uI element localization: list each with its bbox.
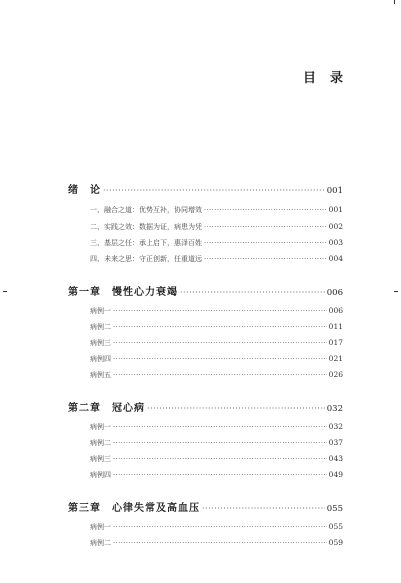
chapter-page-number: 006 <box>326 288 343 298</box>
item-page-number: 037 <box>328 438 343 447</box>
item-label: 病例五 <box>90 371 111 379</box>
toc-item[interactable] <box>90 238 343 248</box>
item-label: 病例四 <box>90 355 111 363</box>
toc-item[interactable] <box>90 205 343 215</box>
toc-title-char: 录 <box>329 71 343 86</box>
item-page-number: 003 <box>328 238 343 247</box>
chapter-label: 第三章 心律失常及高血压 <box>68 503 200 514</box>
item-label: 病例二 <box>90 539 111 547</box>
section-label: 绪 论 <box>68 185 101 196</box>
toc-item[interactable] <box>90 470 343 480</box>
item-page-number: 017 <box>328 338 343 347</box>
section-page-number: 001 <box>326 186 343 196</box>
item-page-number: 055 <box>328 522 343 531</box>
dot-leader <box>113 523 327 531</box>
toc-item[interactable] <box>90 322 343 332</box>
toc-item[interactable] <box>90 422 343 432</box>
crop-mark-right <box>394 291 398 292</box>
chapter-label: 第一章 慢性心力衰竭 <box>68 287 178 298</box>
item-page-number: 002 <box>328 222 343 231</box>
dot-leader <box>147 404 325 413</box>
item-label: 病例四 <box>90 471 111 479</box>
toc-item[interactable] <box>90 254 343 264</box>
toc-title <box>303 67 343 86</box>
dot-leader <box>204 206 327 214</box>
dot-leader <box>204 255 327 263</box>
dot-leader <box>113 339 327 347</box>
toc-chapter-1[interactable] <box>68 283 343 298</box>
item-label: 病例一 <box>90 307 111 315</box>
dot-leader <box>113 323 327 331</box>
toc-chapter-2[interactable] <box>68 399 343 414</box>
toc-title-char: 目 <box>302 71 330 86</box>
item-label: 二、实践之效：数据为证，病患为凭 <box>90 223 202 231</box>
item-page-number: 011 <box>328 322 343 331</box>
toc-item[interactable] <box>90 454 343 464</box>
dot-leader <box>113 371 327 379</box>
item-page-number: 001 <box>328 205 343 214</box>
toc-item[interactable] <box>90 306 343 316</box>
toc-item[interactable] <box>90 354 343 364</box>
dot-leader <box>204 239 327 247</box>
dot-leader <box>113 423 327 431</box>
dot-leader <box>113 307 327 315</box>
item-page-number: 021 <box>328 354 343 363</box>
dot-leader <box>180 288 325 297</box>
toc-item[interactable] <box>90 338 343 348</box>
item-page-number: 059 <box>328 538 343 547</box>
chapter-label: 第二章 冠心病 <box>68 403 145 414</box>
item-label: 病例三 <box>90 339 111 347</box>
dot-leader <box>103 186 325 195</box>
item-label: 病例一 <box>90 423 111 431</box>
dot-leader <box>113 471 327 479</box>
item-page-number: 026 <box>328 370 343 379</box>
dot-leader <box>113 439 327 447</box>
item-label: 病例三 <box>90 455 111 463</box>
dot-leader <box>113 355 327 363</box>
dot-leader <box>113 455 327 463</box>
toc-item[interactable] <box>90 522 343 532</box>
item-label: 病例一 <box>90 523 111 531</box>
item-label: 一、融合之道：优势互补，协同增效 <box>90 206 202 214</box>
toc-item[interactable] <box>90 370 343 380</box>
item-label: 病例二 <box>90 439 111 447</box>
item-page-number: 004 <box>328 254 343 263</box>
toc-chapter-3[interactable] <box>68 499 343 514</box>
item-label: 病例二 <box>90 323 111 331</box>
chapter-page-number: 055 <box>326 504 343 514</box>
toc-section-intro[interactable] <box>68 181 343 196</box>
dot-leader <box>113 539 327 547</box>
dot-leader <box>204 223 327 231</box>
chapter-page-number: 032 <box>326 404 343 414</box>
dot-leader <box>202 504 325 513</box>
toc-item[interactable] <box>90 438 343 448</box>
crop-mark-left <box>3 291 7 292</box>
item-page-number: 043 <box>328 454 343 463</box>
item-page-number: 032 <box>328 422 343 431</box>
toc-item[interactable] <box>90 222 343 232</box>
crop-mark-top-right <box>394 0 395 4</box>
item-label: 四、未来之思：守正创新，任重道远 <box>90 255 202 263</box>
item-label: 三、基层之任：承上启下，惠泽百姓 <box>90 239 202 247</box>
item-page-number: 049 <box>328 470 343 479</box>
toc-item[interactable] <box>90 538 343 548</box>
item-page-number: 006 <box>328 306 343 315</box>
